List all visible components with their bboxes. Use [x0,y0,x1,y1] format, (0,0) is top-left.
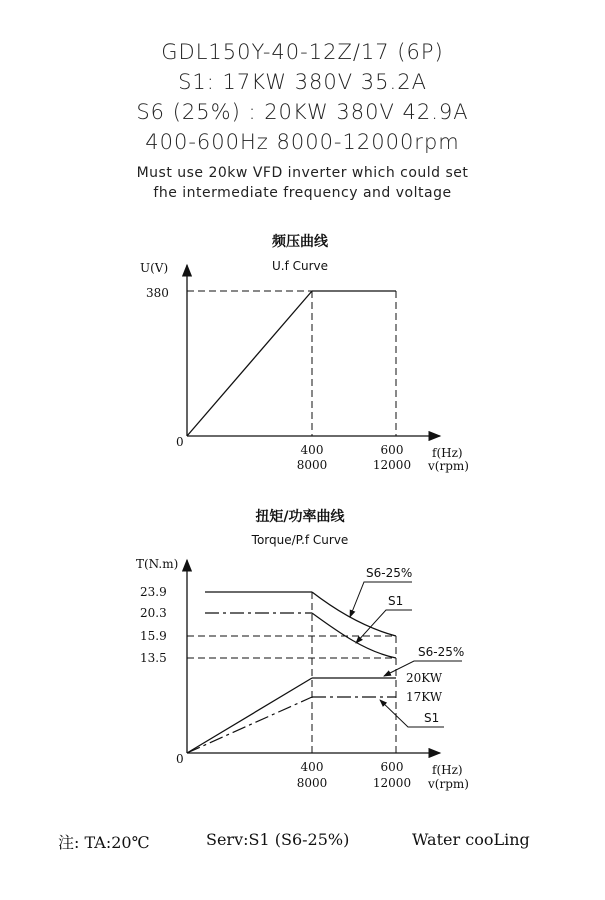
uf-origin-label: 0 [176,435,184,449]
tp-x-label-rpm: v(rpm) [428,777,469,791]
uf-x-tick-400: 400 [300,443,324,457]
tp-y-tick-20-3: 20.3 [140,606,167,620]
uf-title-cn: 频压曲线 [272,234,328,250]
s6-rating-line: S6 (25%) : 20KW 380V 42.9A [136,100,469,124]
tp-x-label-hz: f(Hz) [432,763,463,777]
footer-service-duty: Serv:S1 (S6-25%) [206,830,350,849]
tp-power-20kw: 20KW [406,671,443,685]
tp-callout-s6-torque: S6-25% [366,566,413,580]
tp-x-tick-400: 400 [300,760,324,774]
tp-callout-s1-torque-leader [356,610,412,643]
tp-y-tick-23-9: 23.9 [140,585,167,599]
footer-cooling: Water cooLing [412,830,530,849]
uf-x-label-rpm: v(rpm) [428,459,469,473]
tp-s6-power-ramp [187,678,312,753]
uf-title-en: U.f Curve [271,259,329,273]
tp-title-cn: 扭矩/功率曲线 [255,509,345,525]
uf-y-axis-label: U(V) [140,261,169,275]
uf-voltage-ramp [187,291,312,436]
tp-callout-s1-power: S1 [424,711,440,725]
s1-rating-line: S1: 17KW 380V 35.2A [178,70,427,94]
tp-x-tick-600: 600 [380,760,404,774]
tp-y-axis-label: T(N.m) [136,557,179,571]
uf-x-tick-8000: 8000 [296,458,328,472]
tp-s1-power-ramp [187,697,312,753]
uf-y-tick-380: 380 [146,286,169,300]
tp-s6-torque-curve [312,592,396,636]
tp-origin-label: 0 [176,752,184,766]
speed-range-line: 400-600Hz 8000-12000rpm [145,130,460,154]
uf-x-tick-600: 600 [380,443,404,457]
tp-power-17kw: 17KW [406,690,443,704]
footer-ambient-temp: 注: TA:20℃ [58,833,150,852]
vfd-note-line1: Must use 20kw VFD inverter which could set [136,165,469,181]
tp-title-en: Torque/P.f Curve [251,533,349,547]
uf-x-label-hz: f(Hz) [432,446,463,460]
tp-x-tick-8000: 8000 [296,776,328,790]
tp-callout-s1-torque: S1 [388,594,404,608]
model-line: GDL150Y-40-12Z/17 (6P) [161,40,444,64]
tp-callout-s6-power: S6-25% [418,645,465,659]
tp-y-tick-13-5: 13.5 [140,651,167,665]
vfd-note-line2: fhe intermediate frequency and voltage [153,185,452,201]
uf-x-tick-12000: 12000 [372,458,412,472]
tp-y-tick-15-9: 15.9 [140,629,167,643]
tp-x-tick-12000: 12000 [372,776,412,790]
